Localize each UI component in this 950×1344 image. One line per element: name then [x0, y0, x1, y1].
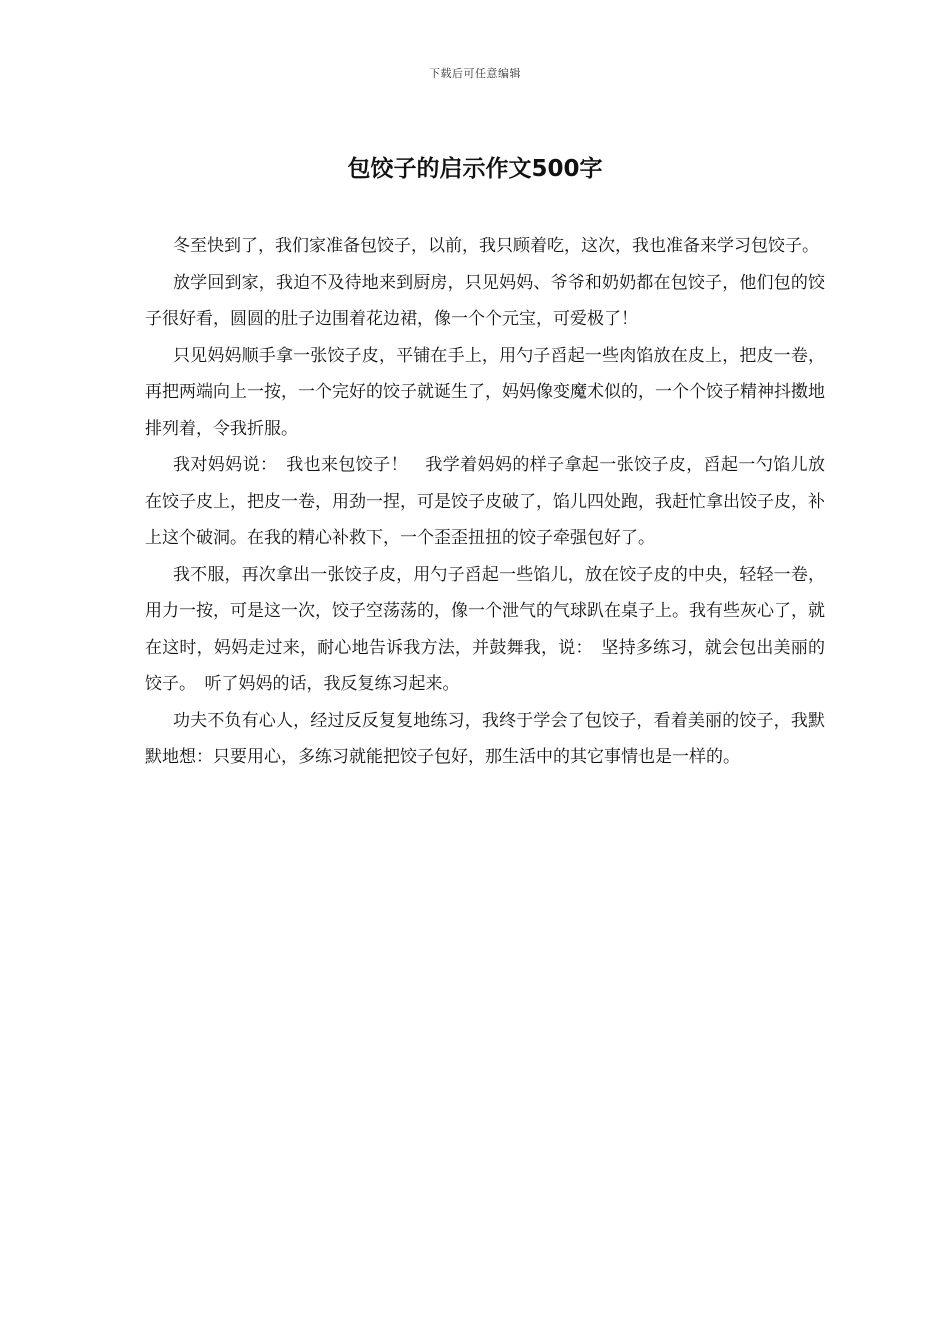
document-title: 包饺子的启示作文500字	[347, 156, 603, 182]
paragraph-4: 我对妈妈说： 我也来包饺子！ 我学着妈妈的样子拿起一张饺子皮，舀起一勺馅儿放在饺子皮上，把皮一卷，用劲一捏，可是饺子皮破了，馅儿四处跑，我赶忙拿出饺子皮，补上这个破洞。在我的精心补救下，一个歪歪扭扭的饺子牵强包好了。	[145, 455, 825, 548]
essay-body	[145, 228, 825, 776]
paragraph-2: 放学回到家，我迫不及待地来到厨房，只见妈妈、爷爷和奶奶都在包饺子，他们包的饺子很好看，圆圆的肚子边围着花边裙，像一个个元宝，可爱极了！	[145, 272, 825, 329]
header-note: 下载后可任意编辑	[429, 67, 521, 80]
paragraph-3: 只见妈妈顺手拿一张饺子皮，平铺在手上，用勺子舀起一些肉馅放在皮上，把皮一卷，再把两端向上一按，一个完好的饺子就诞生了，妈妈像变魔术似的，一个个饺子精神抖擞地排列着，令我折服。	[145, 345, 825, 439]
paragraph-6: 功夫不负有心人，经过反反复复地练习，我终于学会了包饺子，看着美丽的饺子，我默默地想：只要用心，多练习就能把饺子包好，那生活中的其它事情也是一样的。	[145, 710, 825, 767]
paragraph-1: 冬至快到了，我们家准备包饺子，以前，我只顾着吃，这次，我也准备来学习包饺子。	[173, 236, 819, 256]
paragraph-5: 我不服，再次拿出一张饺子皮，用勺子舀起一些馅儿，放在饺子皮的中央，轻轻一卷，用力一按，可是这一次，饺子空荡荡的，像一个泄气的气球趴在桌子上。我有些灰心了，就在这时，妈妈走过来，耐心地告诉我方法，并鼓舞我，说： 坚持多练习，就会包出美丽的饺子。 听了妈妈的话，我反复练习起来。	[145, 564, 825, 694]
